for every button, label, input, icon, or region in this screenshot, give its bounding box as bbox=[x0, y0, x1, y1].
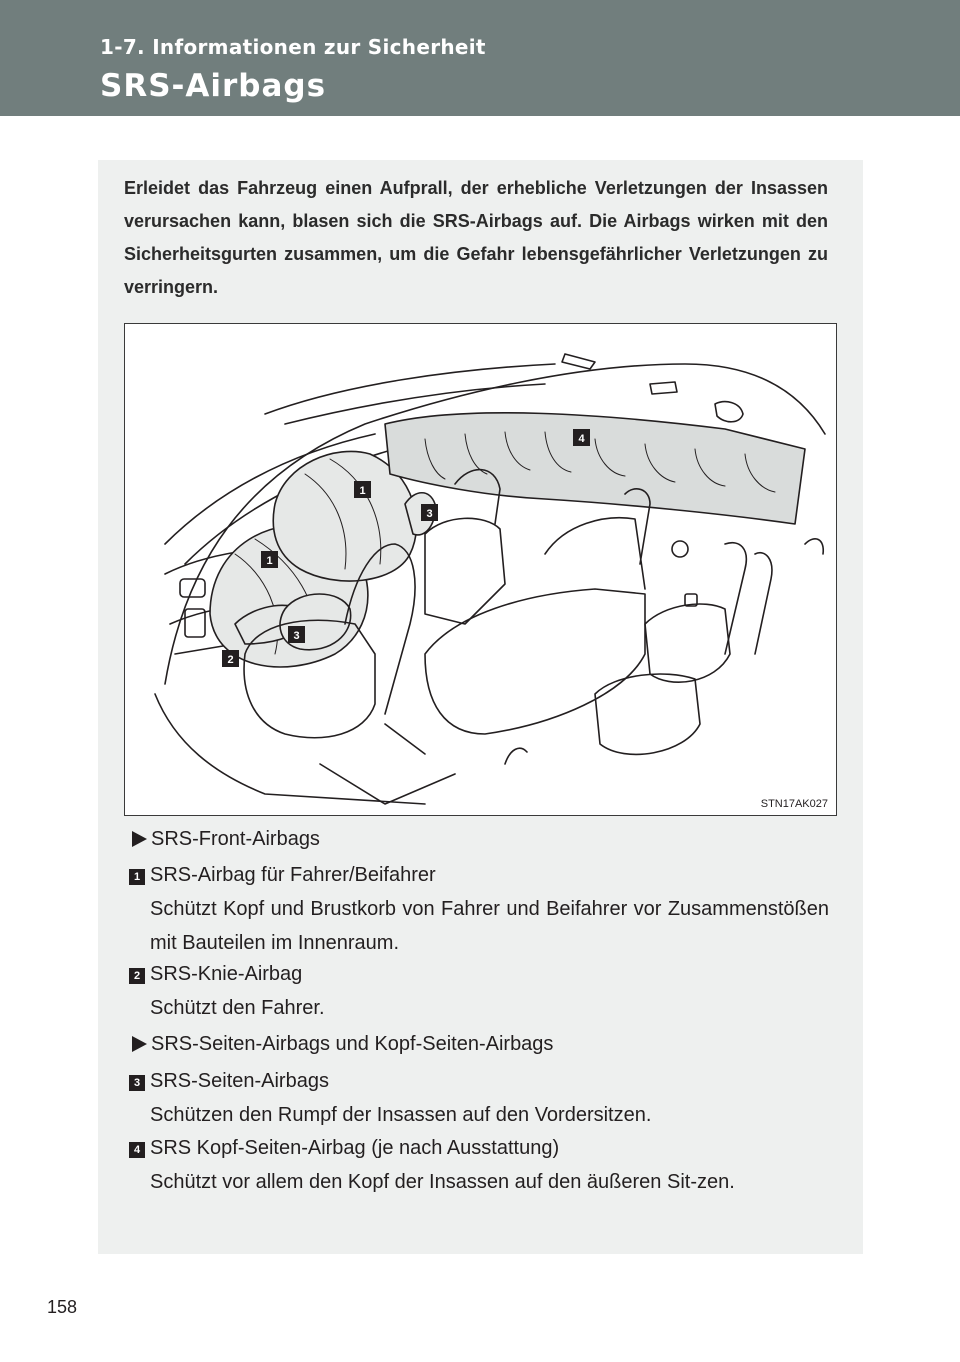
item-2 bbox=[129, 957, 829, 1025]
section-side-airbags bbox=[129, 1027, 829, 1061]
section-heading: SRS-Front-Airbags bbox=[129, 822, 829, 856]
svg-text:3: 3 bbox=[426, 508, 433, 520]
section-label: 1-7. Informationen zur Sicherheit bbox=[100, 35, 486, 59]
page-title: SRS-Airbags bbox=[100, 68, 327, 104]
item-description: Schützt vor allem den Kopf der Insassen auf den äußeren Sit-zen. bbox=[150, 1171, 735, 1193]
callout-2-knee bbox=[222, 650, 239, 667]
svg-text:3: 3 bbox=[293, 630, 300, 642]
item-1 bbox=[129, 858, 829, 960]
svg-text:1: 1 bbox=[359, 485, 366, 497]
number-badge: 2 bbox=[129, 968, 145, 984]
airbag-illustration bbox=[124, 323, 837, 816]
callout-3-passenger-seat bbox=[421, 504, 438, 521]
item-title: SRS Kopf-Seiten-Airbag (je nach Ausstattung) bbox=[150, 1137, 560, 1159]
section-front-airbags bbox=[129, 822, 829, 856]
car-interior-drawing bbox=[125, 324, 837, 816]
intro-text: Erleidet das Fahrzeug einen Aufprall, der erhebliche Verletzungen der Insassen verursachen kann, blasen sich die SRS-Airbags auf. Die Airbags wirken mit den Sicherheitsgurten zusammen, um die Gefahr lebensgefährlicher Verletzungen zu verringern. bbox=[124, 178, 828, 297]
number-badge: 3 bbox=[129, 1075, 145, 1091]
item-title: SRS-Seiten-Airbags bbox=[150, 1070, 329, 1092]
item-description: Schützt den Fahrer. bbox=[150, 997, 325, 1019]
number-badge: 1 bbox=[129, 869, 145, 885]
svg-text:4: 4 bbox=[578, 433, 585, 445]
section-heading: SRS-Seiten-Airbags und Kopf-Seiten-Airbags bbox=[129, 1027, 829, 1061]
item-3 bbox=[129, 1064, 829, 1132]
item-description: Schützt Kopf und Brustkorb von Fahrer und Beifahrer vor Zusammenstößen mit Bauteilen im Innenraum. bbox=[150, 898, 829, 954]
item-title: SRS-Airbag für Fahrer/Beifahrer bbox=[150, 864, 436, 886]
item-title: SRS-Knie-Airbag bbox=[150, 963, 303, 985]
item-4 bbox=[129, 1131, 829, 1199]
page-number: 158 bbox=[47, 1297, 78, 1317]
figure-code: STN17AK027 bbox=[760, 798, 828, 810]
item-description: Schützen den Rumpf der Insassen auf den Vordersitzen. bbox=[150, 1104, 652, 1126]
callout-4-curtain bbox=[573, 429, 590, 446]
svg-text:2: 2 bbox=[227, 654, 234, 666]
svg-text:1: 1 bbox=[266, 555, 273, 567]
triangle-bullet-icon bbox=[132, 1036, 147, 1052]
callout-1-passenger bbox=[354, 481, 371, 498]
triangle-bullet-icon bbox=[132, 831, 147, 847]
number-badge: 4 bbox=[129, 1142, 145, 1158]
callout-1-driver bbox=[261, 551, 278, 568]
callout-3-front-seat bbox=[288, 626, 305, 643]
